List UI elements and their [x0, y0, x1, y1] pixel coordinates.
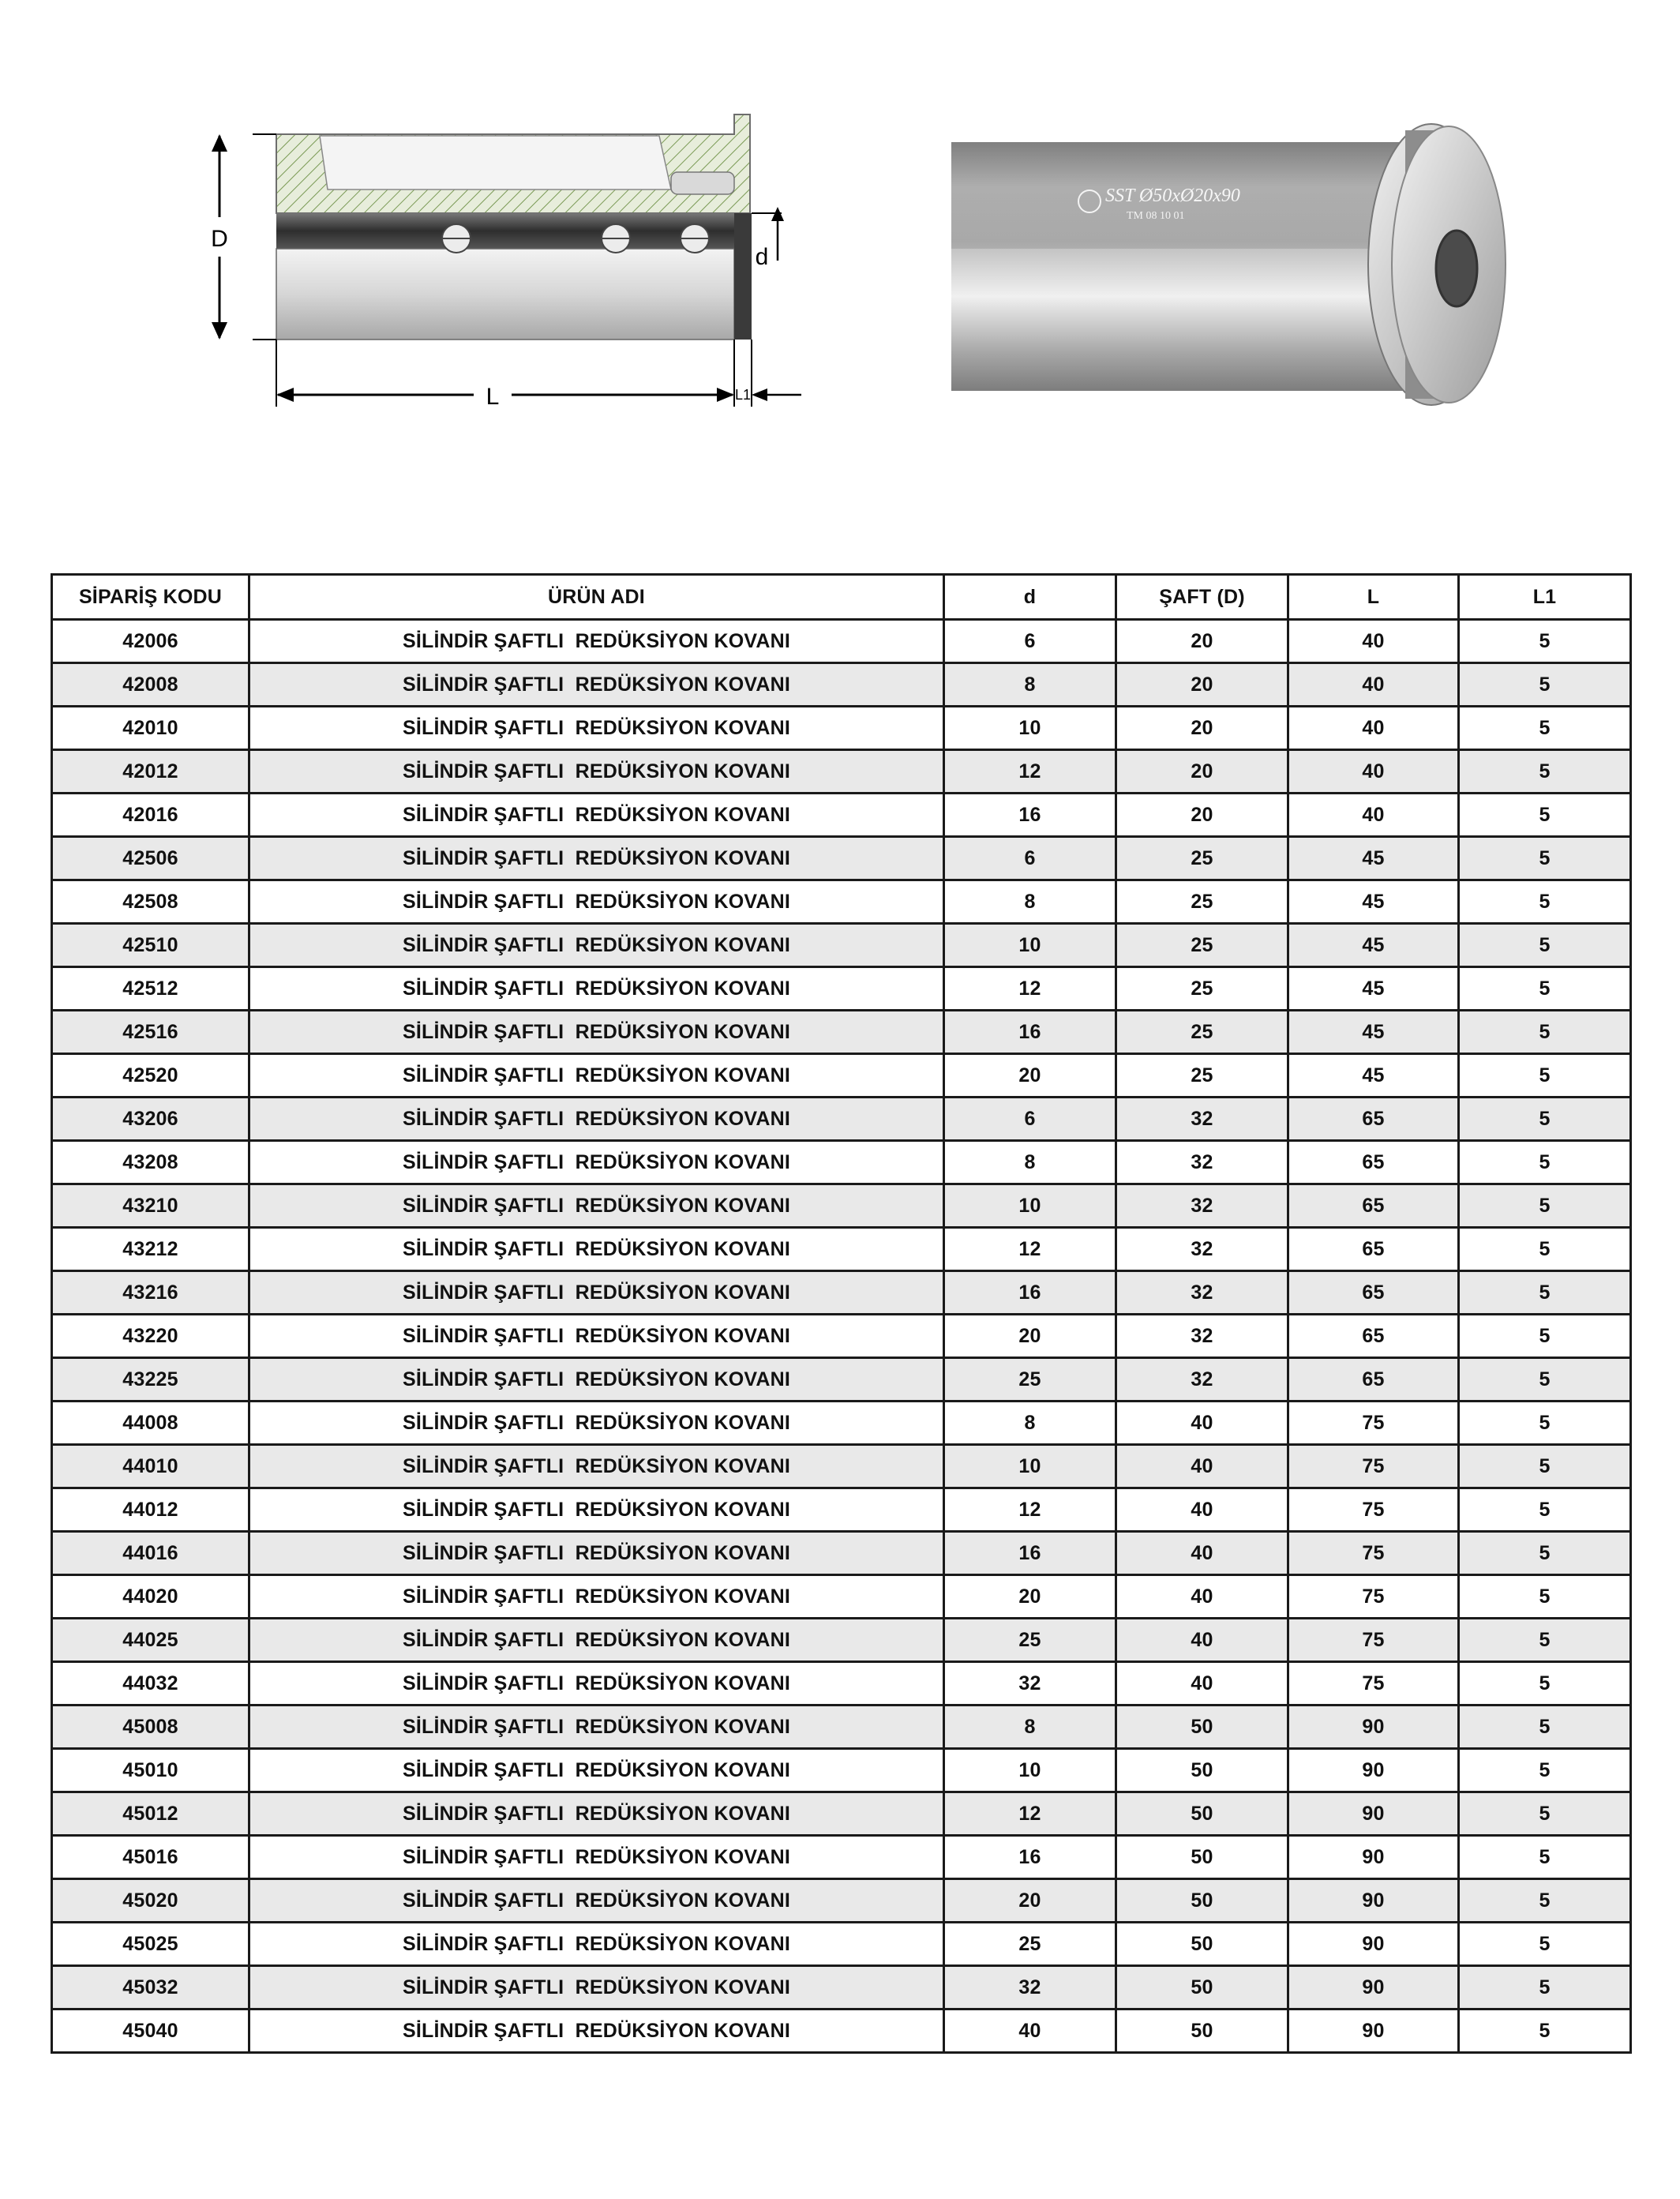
cell-d: 8: [944, 880, 1116, 924]
table-row: [52, 924, 1631, 967]
cell-shaft-D: 25: [1116, 837, 1288, 880]
cell-product-name: SİLİNDİR ŞAFTLI REDÜKSİYON KOVANI: [249, 1271, 944, 1315]
cell-shaft-D: 50: [1116, 1879, 1288, 1923]
cell-product-name: SİLİNDİR ŞAFTLI REDÜKSİYON KOVANI: [249, 1792, 944, 1836]
cell-L: 75: [1288, 1445, 1459, 1488]
cell-order-code: 43206: [52, 1098, 249, 1141]
cell-L: 75: [1288, 1402, 1459, 1445]
cell-shaft-D: 20: [1116, 707, 1288, 750]
cell-d: 16: [944, 1532, 1116, 1575]
cell-L: 90: [1288, 1923, 1459, 1966]
cell-L: 45: [1288, 837, 1459, 880]
table-row: [52, 1706, 1631, 1749]
table-row: [52, 1054, 1631, 1098]
cell-order-code: 42506: [52, 837, 249, 880]
cell-order-code: 45008: [52, 1706, 249, 1749]
cell-shaft-D: 32: [1116, 1141, 1288, 1184]
cell-product-name: SİLİNDİR ŞAFTLI REDÜKSİYON KOVANI: [249, 2009, 944, 2053]
table-row: [52, 1358, 1631, 1402]
cell-order-code: 42510: [52, 924, 249, 967]
cell-shaft-D: 50: [1116, 1706, 1288, 1749]
cell-shaft-D: 50: [1116, 1923, 1288, 1966]
cell-product-name: SİLİNDİR ŞAFTLI REDÜKSİYON KOVANI: [249, 1923, 944, 1966]
cell-shaft-D: 32: [1116, 1358, 1288, 1402]
table-row: [52, 620, 1631, 663]
cell-d: 16: [944, 1271, 1116, 1315]
table-row: [52, 967, 1631, 1011]
cell-d: 32: [944, 1662, 1116, 1706]
table-header-row: [52, 575, 1631, 620]
cell-L: 40: [1288, 794, 1459, 837]
cell-d: 25: [944, 1619, 1116, 1662]
cell-L1: 5: [1459, 1879, 1631, 1923]
table-row: [52, 1792, 1631, 1836]
cell-L1: 5: [1459, 1141, 1631, 1184]
cell-d: 12: [944, 1488, 1116, 1532]
cell-L1: 5: [1459, 924, 1631, 967]
table-row: [52, 1315, 1631, 1358]
cell-L: 75: [1288, 1575, 1459, 1619]
cell-d: 25: [944, 1923, 1116, 1966]
cell-product-name: SİLİNDİR ŞAFTLI REDÜKSİYON KOVANI: [249, 663, 944, 707]
cell-L1: 5: [1459, 1445, 1631, 1488]
cell-d: 10: [944, 1445, 1116, 1488]
cell-L: 45: [1288, 1054, 1459, 1098]
cell-product-name: SİLİNDİR ŞAFTLI REDÜKSİYON KOVANI: [249, 1228, 944, 1271]
photo-engraving-2: TM 08 10 01: [1127, 210, 1185, 222]
cell-L1: 5: [1459, 1749, 1631, 1792]
cell-order-code: 44008: [52, 1402, 249, 1445]
cell-shaft-D: 40: [1116, 1445, 1288, 1488]
cell-product-name: SİLİNDİR ŞAFTLI REDÜKSİYON KOVANI: [249, 1966, 944, 2009]
cell-L: 75: [1288, 1619, 1459, 1662]
cell-order-code: 42012: [52, 750, 249, 794]
cell-product-name: SİLİNDİR ŞAFTLI REDÜKSİYON KOVANI: [249, 750, 944, 794]
product-photo: [943, 114, 1512, 415]
cell-order-code: 44020: [52, 1575, 249, 1619]
cell-L1: 5: [1459, 750, 1631, 794]
table-row: [52, 750, 1631, 794]
cell-L1: 5: [1459, 620, 1631, 663]
cell-L1: 5: [1459, 1358, 1631, 1402]
cell-d: 8: [944, 663, 1116, 707]
cell-shaft-D: 40: [1116, 1619, 1288, 1662]
cell-d: 32: [944, 1966, 1116, 2009]
table-row: [52, 794, 1631, 837]
table-row: [52, 1879, 1631, 1923]
cell-shaft-D: 32: [1116, 1098, 1288, 1141]
photo-engraving-1: SST Ø50xØ20x90: [1105, 186, 1240, 206]
cell-order-code: 43216: [52, 1271, 249, 1315]
cell-d: 16: [944, 1011, 1116, 1054]
table-row: [52, 1011, 1631, 1054]
table-row: [52, 1228, 1631, 1271]
cell-shaft-D: 20: [1116, 663, 1288, 707]
cell-d: 10: [944, 707, 1116, 750]
cell-L: 65: [1288, 1141, 1459, 1184]
cell-order-code: 44016: [52, 1532, 249, 1575]
cell-L: 75: [1288, 1532, 1459, 1575]
col-header-L1: L1: [1459, 575, 1631, 620]
cell-L: 90: [1288, 1879, 1459, 1923]
cell-L: 90: [1288, 1706, 1459, 1749]
cell-shaft-D: 25: [1116, 880, 1288, 924]
cell-L: 75: [1288, 1488, 1459, 1532]
table-row: [52, 1098, 1631, 1141]
dim-label-D: D: [211, 226, 228, 252]
table-row: [52, 1749, 1631, 1792]
cell-L1: 5: [1459, 1662, 1631, 1706]
cell-order-code: 42016: [52, 794, 249, 837]
cell-order-code: 44012: [52, 1488, 249, 1532]
cell-product-name: SİLİNDİR ŞAFTLI REDÜKSİYON KOVANI: [249, 1011, 944, 1054]
cell-order-code: 45010: [52, 1749, 249, 1792]
cell-L: 90: [1288, 2009, 1459, 2053]
cell-shaft-D: 25: [1116, 1011, 1288, 1054]
cell-order-code: 43225: [52, 1358, 249, 1402]
cell-shaft-D: 25: [1116, 967, 1288, 1011]
cell-shaft-D: 40: [1116, 1402, 1288, 1445]
cell-shaft-D: 32: [1116, 1184, 1288, 1228]
cell-shaft-D: 50: [1116, 1966, 1288, 2009]
cell-product-name: SİLİNDİR ŞAFTLI REDÜKSİYON KOVANI: [249, 1184, 944, 1228]
table-row: [52, 1402, 1631, 1445]
cell-shaft-D: 40: [1116, 1575, 1288, 1619]
cell-L: 65: [1288, 1315, 1459, 1358]
col-header-L: L: [1288, 575, 1459, 620]
cell-shaft-D: 40: [1116, 1662, 1288, 1706]
cell-L: 40: [1288, 663, 1459, 707]
table-row: [52, 707, 1631, 750]
cell-product-name: SİLİNDİR ŞAFTLI REDÜKSİYON KOVANI: [249, 1619, 944, 1662]
cell-product-name: SİLİNDİR ŞAFTLI REDÜKSİYON KOVANI: [249, 1749, 944, 1792]
cell-shaft-D: 40: [1116, 1532, 1288, 1575]
cell-L1: 5: [1459, 663, 1631, 707]
cell-product-name: SİLİNDİR ŞAFTLI REDÜKSİYON KOVANI: [249, 1879, 944, 1923]
cell-L1: 5: [1459, 2009, 1631, 2053]
cell-product-name: SİLİNDİR ŞAFTLI REDÜKSİYON KOVANI: [249, 967, 944, 1011]
cell-L1: 5: [1459, 707, 1631, 750]
col-header-product-name: ÜRÜN ADI: [249, 575, 944, 620]
cell-L1: 5: [1459, 1532, 1631, 1575]
col-header-order-code: SİPARİŞ KODU: [52, 575, 249, 620]
flange: [734, 213, 752, 340]
cell-L: 90: [1288, 1836, 1459, 1879]
cell-product-name: SİLİNDİR ŞAFTLI REDÜKSİYON KOVANI: [249, 1662, 944, 1706]
technical-drawing: [158, 111, 837, 426]
cell-L: 40: [1288, 750, 1459, 794]
cell-shaft-D: 40: [1116, 1488, 1288, 1532]
cell-L1: 5: [1459, 1706, 1631, 1749]
cell-L1: 5: [1459, 1184, 1631, 1228]
bore-hole: [1436, 231, 1477, 306]
cell-L1: 5: [1459, 1836, 1631, 1879]
cell-product-name: SİLİNDİR ŞAFTLI REDÜKSİYON KOVANI: [249, 1532, 944, 1575]
cell-order-code: 42520: [52, 1054, 249, 1098]
cell-d: 16: [944, 1836, 1116, 1879]
table-row: [52, 1488, 1631, 1532]
cell-product-name: SİLİNDİR ŞAFTLI REDÜKSİYON KOVANI: [249, 880, 944, 924]
table-row: [52, 663, 1631, 707]
cell-order-code: 42508: [52, 880, 249, 924]
cell-order-code: 43208: [52, 1141, 249, 1184]
cell-L: 65: [1288, 1271, 1459, 1315]
cell-product-name: SİLİNDİR ŞAFTLI REDÜKSİYON KOVANI: [249, 1141, 944, 1184]
cell-order-code: 45025: [52, 1923, 249, 1966]
cell-shaft-D: 50: [1116, 2009, 1288, 2053]
cell-d: 8: [944, 1706, 1116, 1749]
cell-L1: 5: [1459, 1923, 1631, 1966]
cell-shaft-D: 32: [1116, 1315, 1288, 1358]
dim-label-d: d: [755, 244, 769, 270]
cell-d: 25: [944, 1358, 1116, 1402]
table-row: [52, 1532, 1631, 1575]
cell-L1: 5: [1459, 1792, 1631, 1836]
sleeve-body: [276, 213, 734, 249]
cell-d: 8: [944, 1141, 1116, 1184]
cell-shaft-D: 50: [1116, 1792, 1288, 1836]
cell-L1: 5: [1459, 1402, 1631, 1445]
cell-product-name: SİLİNDİR ŞAFTLI REDÜKSİYON KOVANI: [249, 1054, 944, 1098]
cell-L: 45: [1288, 924, 1459, 967]
cell-L1: 5: [1459, 1966, 1631, 2009]
cell-L1: 5: [1459, 1488, 1631, 1532]
cell-order-code: 44025: [52, 1619, 249, 1662]
cell-d: 20: [944, 1315, 1116, 1358]
table-row: [52, 1271, 1631, 1315]
cell-d: 16: [944, 794, 1116, 837]
cell-L1: 5: [1459, 967, 1631, 1011]
cell-L: 65: [1288, 1358, 1459, 1402]
table-row: [52, 1445, 1631, 1488]
cell-order-code: 43210: [52, 1184, 249, 1228]
cell-order-code: 42010: [52, 707, 249, 750]
cell-shaft-D: 50: [1116, 1836, 1288, 1879]
cell-L1: 5: [1459, 1011, 1631, 1054]
cell-product-name: SİLİNDİR ŞAFTLI REDÜKSİYON KOVANI: [249, 1575, 944, 1619]
cell-d: 10: [944, 924, 1116, 967]
cell-d: 20: [944, 1054, 1116, 1098]
cell-L1: 5: [1459, 1619, 1631, 1662]
cell-d: 40: [944, 2009, 1116, 2053]
cell-shaft-D: 20: [1116, 794, 1288, 837]
cell-L1: 5: [1459, 1271, 1631, 1315]
cell-product-name: SİLİNDİR ŞAFTLI REDÜKSİYON KOVANI: [249, 924, 944, 967]
cell-product-name: SİLİNDİR ŞAFTLI REDÜKSİYON KOVANI: [249, 1098, 944, 1141]
cell-order-code: 42008: [52, 663, 249, 707]
cell-d: 12: [944, 750, 1116, 794]
cell-order-code: 43212: [52, 1228, 249, 1271]
cell-L1: 5: [1459, 837, 1631, 880]
cell-L: 90: [1288, 1792, 1459, 1836]
table-row: [52, 837, 1631, 880]
product-table: [51, 573, 1632, 2054]
cell-product-name: SİLİNDİR ŞAFTLI REDÜKSİYON KOVANI: [249, 1836, 944, 1879]
cell-order-code: 44010: [52, 1445, 249, 1488]
cell-L: 45: [1288, 880, 1459, 924]
cell-shaft-D: 32: [1116, 1228, 1288, 1271]
cell-d: 6: [944, 837, 1116, 880]
cell-order-code: 44032: [52, 1662, 249, 1706]
table-row: [52, 880, 1631, 924]
table-row: [52, 1836, 1631, 1879]
cell-L1: 5: [1459, 1054, 1631, 1098]
cell-shaft-D: 20: [1116, 750, 1288, 794]
table-row: [52, 1662, 1631, 1706]
cell-L: 90: [1288, 1966, 1459, 2009]
cell-product-name: SİLİNDİR ŞAFTLI REDÜKSİYON KOVANI: [249, 1358, 944, 1402]
cell-shaft-D: 25: [1116, 1054, 1288, 1098]
table-row: [52, 1575, 1631, 1619]
cell-d: 6: [944, 1098, 1116, 1141]
cell-product-name: SİLİNDİR ŞAFTLI REDÜKSİYON KOVANI: [249, 1488, 944, 1532]
cell-L: 65: [1288, 1098, 1459, 1141]
cell-order-code: 43220: [52, 1315, 249, 1358]
cell-shaft-D: 50: [1116, 1749, 1288, 1792]
cell-L: 45: [1288, 1011, 1459, 1054]
cell-L: 75: [1288, 1662, 1459, 1706]
cell-order-code: 42516: [52, 1011, 249, 1054]
cell-L1: 5: [1459, 794, 1631, 837]
cell-d: 20: [944, 1575, 1116, 1619]
col-header-d: d: [944, 575, 1116, 620]
table-row: [52, 1184, 1631, 1228]
table-row: [52, 1619, 1631, 1662]
cell-L: 40: [1288, 620, 1459, 663]
cell-d: 12: [944, 967, 1116, 1011]
cell-order-code: 42512: [52, 967, 249, 1011]
cell-shaft-D: 20: [1116, 620, 1288, 663]
cell-product-name: SİLİNDİR ŞAFTLI REDÜKSİYON KOVANI: [249, 794, 944, 837]
cell-L: 65: [1288, 1184, 1459, 1228]
cell-L1: 5: [1459, 880, 1631, 924]
dim-label-L: L: [486, 384, 500, 410]
cell-product-name: SİLİNDİR ŞAFTLI REDÜKSİYON KOVANI: [249, 1445, 944, 1488]
cell-L1: 5: [1459, 1098, 1631, 1141]
table-row: [52, 2009, 1631, 2053]
cell-d: 8: [944, 1402, 1116, 1445]
cell-product-name: SİLİNDİR ŞAFTLI REDÜKSİYON KOVANI: [249, 707, 944, 750]
cell-order-code: 45012: [52, 1792, 249, 1836]
cell-order-code: 45032: [52, 1966, 249, 2009]
cell-L1: 5: [1459, 1315, 1631, 1358]
cell-product-name: SİLİNDİR ŞAFTLI REDÜKSİYON KOVANI: [249, 1706, 944, 1749]
cell-d: 12: [944, 1792, 1116, 1836]
cell-d: 6: [944, 620, 1116, 663]
cell-product-name: SİLİNDİR ŞAFTLI REDÜKSİYON KOVANI: [249, 837, 944, 880]
cell-L: 65: [1288, 1228, 1459, 1271]
cell-L1: 5: [1459, 1228, 1631, 1271]
cell-order-code: 45040: [52, 2009, 249, 2053]
cell-product-name: SİLİNDİR ŞAFTLI REDÜKSİYON KOVANI: [249, 1315, 944, 1358]
cell-L: 40: [1288, 707, 1459, 750]
table-row: [52, 1141, 1631, 1184]
table-row: [52, 1923, 1631, 1966]
table-row: [52, 1966, 1631, 2009]
cell-order-code: 42006: [52, 620, 249, 663]
cell-L1: 5: [1459, 1575, 1631, 1619]
cell-d: 12: [944, 1228, 1116, 1271]
col-header-shaft-D: ŞAFT (D): [1116, 575, 1288, 620]
cell-order-code: 45020: [52, 1879, 249, 1923]
cell-product-name: SİLİNDİR ŞAFTLI REDÜKSİYON KOVANI: [249, 1402, 944, 1445]
cell-d: 20: [944, 1879, 1116, 1923]
cell-shaft-D: 25: [1116, 924, 1288, 967]
cell-product-name: SİLİNDİR ŞAFTLI REDÜKSİYON KOVANI: [249, 620, 944, 663]
cell-d: 10: [944, 1749, 1116, 1792]
cell-L: 45: [1288, 967, 1459, 1011]
cell-L: 90: [1288, 1749, 1459, 1792]
dim-label-L1: L1: [734, 387, 752, 403]
cell-shaft-D: 32: [1116, 1271, 1288, 1315]
cell-order-code: 45016: [52, 1836, 249, 1879]
cell-d: 10: [944, 1184, 1116, 1228]
